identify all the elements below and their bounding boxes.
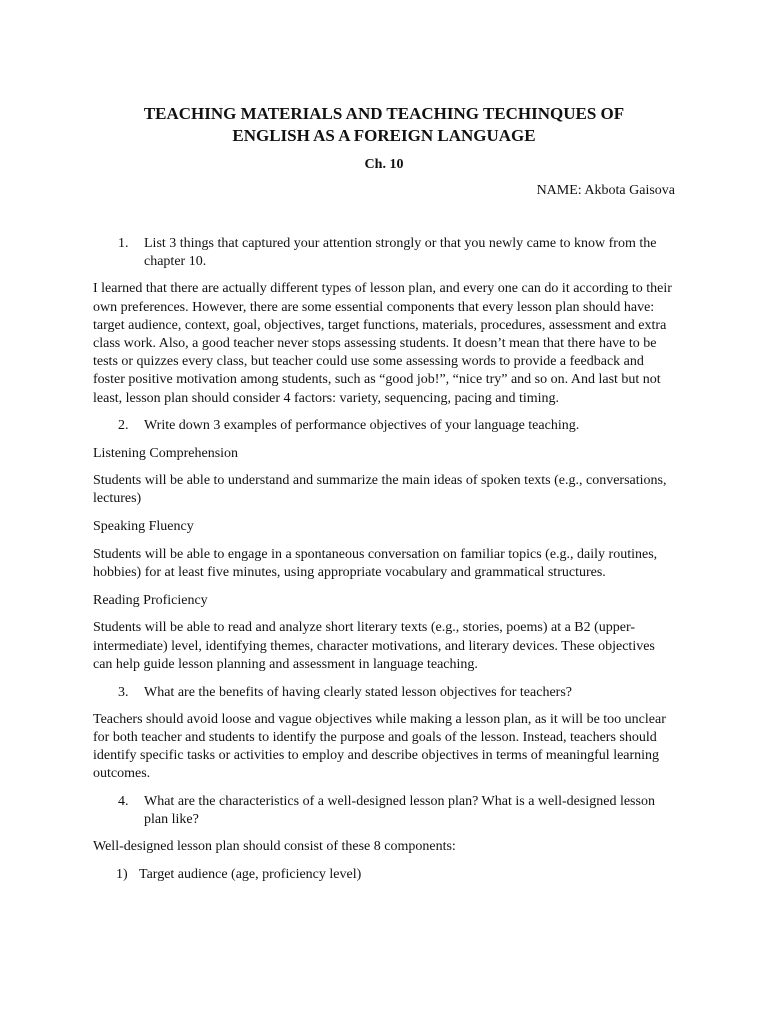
question-4	[93, 793, 675, 829]
question-3	[93, 684, 675, 702]
question-2	[93, 417, 675, 435]
question-text: List 3 things that captured your attention strongly or that you newly came to know from the chapter 10.	[144, 236, 657, 270]
document-title	[93, 103, 675, 147]
question-text: Write down 3 examples of performance objectives of your language teaching.	[144, 418, 580, 434]
question-number: 2.	[118, 418, 129, 434]
answer-4: Well-designed lesson plan should consist of these 8 components:	[93, 839, 456, 855]
objective-text-speaking: Students will be able to engage in a spontaneous conversation on familiar topics (e.g., daily routines, hobbies) for at least five minutes, using appropriate vocabulary and grammatical structures.	[93, 546, 658, 581]
title-line-1: TEACHING MATERIALS AND TEACHING TECHINQUES OF	[143, 104, 625, 123]
question-number: 1.	[118, 236, 129, 251]
list-item	[93, 866, 675, 884]
chapter-label: Ch. 10	[364, 157, 404, 172]
student-name: NAME: Akbota Gaisova	[536, 183, 675, 198]
question-1	[93, 235, 675, 271]
objective-heading-reading: Reading Proficiency	[93, 592, 208, 608]
objective-heading-listening: Listening Comprehension	[93, 445, 239, 461]
objective-text-reading: Students will be able to read and analyze short literary texts (e.g., stories, poems) at a B2 (upper-intermediate) level, identifying themes, character motivations, and literary devices. These objectives can help guide lesson planning and assessment in language teaching.	[93, 620, 655, 672]
question-text: What are the benefits of having clearly stated lesson objectives for teachers?	[144, 684, 572, 700]
list-item-text: Target audience (age, proficiency level)	[139, 867, 362, 883]
objective-heading-speaking: Speaking Fluency	[93, 519, 194, 535]
question-number: 3.	[118, 684, 129, 700]
list-item-number: 1)	[116, 867, 128, 883]
answer-1: I learned that there are actually different types of lesson plan, and every one can do it according to their own preferences. However, there are some essential components that every lesson plan should have: target audience, context, goal, objectives, target functions, materials, procedures, assessment and extra class work. Also, a good teacher never stops assessing students. It doesn’t mean that there have to be tests or quizzes every class, but teacher could use some assessing words to provide a feedback and foster positive motivation among students, such as “good job!”, “nice try” and so on. And last but not least, lesson plan should consider 4 factors: variety, sequencing, pacing and timing.	[93, 281, 672, 406]
document-body	[93, 235, 675, 884]
title-line-2: ENGLISH AS A FOREIGN LANGUAGE	[232, 126, 536, 145]
answer-3: Teachers should avoid loose and vague objectives while making a lesson plan, as it will be too unclear for both teacher and students to identify the purpose and goals of the lesson. Instead, teachers should identify specific tasks or activities to employ and describe objectives in terms of meaningful learning outcomes.	[93, 711, 666, 782]
question-text: What are the characteristics of a well-designed lesson plan? What is a well-designed lesson plan like?	[144, 794, 655, 828]
question-number: 4.	[118, 794, 129, 810]
objective-text-listening: Students will be able to understand and summarize the main ideas of spoken texts (e.g., conversations, lectures)	[93, 473, 667, 507]
